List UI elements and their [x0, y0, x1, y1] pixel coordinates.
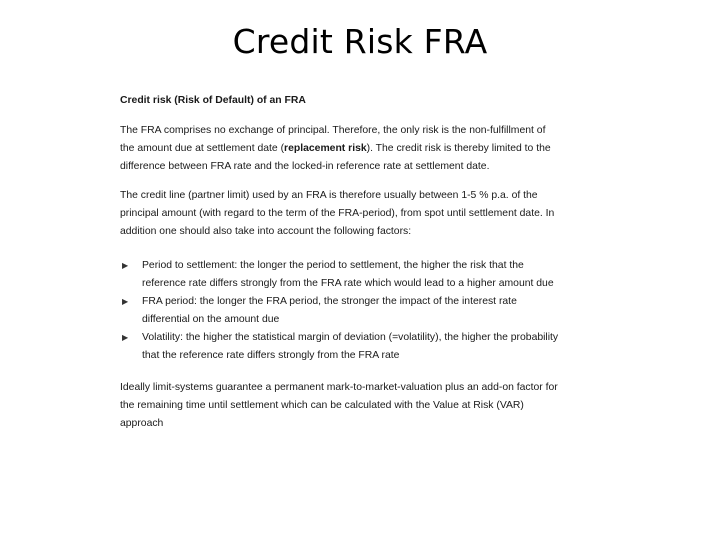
- paragraph-credit-line: The credit line (partner limit) used by an FRA is therefore usually between 1-5 % p.a. of the principal amount (with regard to the term of the FRA-period), from spot until settlement date. In addition one should also take into account the following factors:: [120, 190, 555, 237]
- triangle-right-icon: ▶: [122, 297, 129, 306]
- triangle-right-icon: ▶: [122, 333, 129, 342]
- list-item: [120, 293, 560, 329]
- paragraph-text-before: The FRA comprises no exchange of principal. Therefore, the only risk is the non-fulfillment of the amount due at settlement date (: [120, 125, 546, 154]
- list-item: [120, 257, 560, 293]
- paragraph-limit-systems: Ideally limit-systems guarantee a permanent mark-to-market-valuation plus an add-on factor for the remaining time until settlement which can be calculated with the Value at Risk (VAR) approach: [120, 382, 558, 429]
- list-item-text: Period to settlement: the longer the period to settlement, the higher the risk that the reference rate differs strongly from the FRA rate which would lead to a higher amount due: [142, 260, 554, 289]
- slide-title: Credit Risk FRA: [232, 22, 488, 61]
- document-body: [120, 92, 560, 444]
- replacement-risk-emphasis: replacement risk: [284, 143, 367, 154]
- paragraph-text-after: ). The credit risk is thereby limited to the difference between FRA rate and the locked-in reference rate at settlement date.: [120, 143, 551, 172]
- factor-list: [120, 257, 560, 365]
- list-item-text: Volatility: the higher the statistical margin of deviation (=volatility), the higher the probability that the reference rate differs strongly from the FRA rate: [142, 332, 559, 361]
- list-item-text: FRA period: the longer the FRA period, the stronger the impact of the interest rate differential on the amount due: [142, 296, 517, 325]
- document-heading: Credit risk (Risk of Default) of an FRA: [120, 95, 306, 106]
- paragraph-replacement-risk: [120, 122, 560, 176]
- list-item: [120, 329, 560, 365]
- triangle-right-icon: ▶: [122, 261, 129, 270]
